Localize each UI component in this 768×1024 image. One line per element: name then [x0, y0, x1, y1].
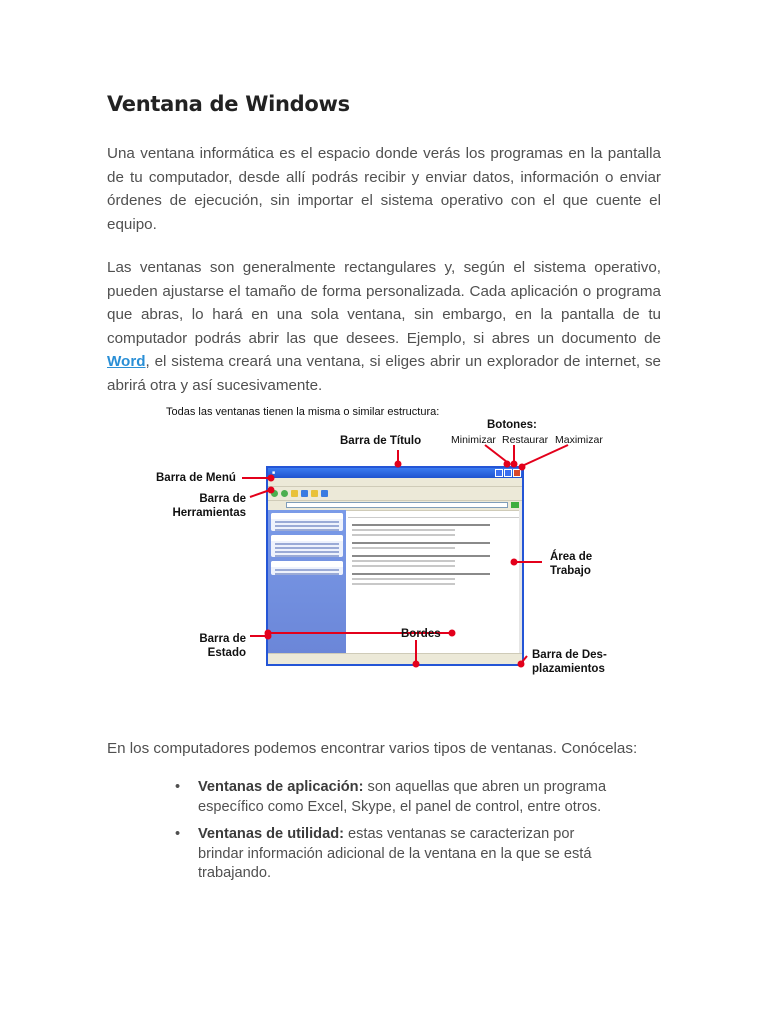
label-work-area-line2: Trabajo [550, 565, 591, 577]
pointer-toolbar [250, 490, 270, 497]
page-title: Ventana de Windows [107, 92, 350, 116]
window-types-list [175, 778, 615, 892]
label-toolbar-line1: Barra de [199, 493, 246, 505]
label-scrollbar-line1: Barra de Des- [532, 649, 607, 661]
bullet-icon: • [175, 779, 181, 795]
label-work-area-line1: Área de [550, 551, 593, 563]
label-title-bar: Barra de Título [340, 435, 422, 447]
bullet-icon: • [175, 826, 181, 842]
type-description: estas ventanas se caracterizan por brindar información adicional de la ventana en la que se está trabajando. [198, 826, 592, 881]
label-status-bar [150, 632, 246, 660]
label-restore: Restaurar [502, 434, 549, 446]
paragraph-windows [107, 256, 661, 398]
list-item [175, 778, 615, 817]
types-intro: En los computadores podemos encontrar varios tipos de ventanas. Conócelas: [107, 740, 638, 757]
paragraph-intro: Una ventana informática es el espacio donde verás los programas en la pantalla de tu computador, desde allí podrás recibir y enviar datos, información o enviar órdenes de ejecución, sin importar el sistema operativo con el que cuente el equipo. [107, 145, 661, 233]
type-description: son aquellas que abren un programa específico como Excel, Skype, el panel de control, entre otros. [198, 779, 607, 815]
label-toolbar [150, 492, 246, 520]
window-structure-figure [150, 400, 620, 690]
word-link[interactable]: Word [107, 353, 146, 371]
paragraph-windows-text-before: Las ventanas son generalmente rectangulares y, según el sistema operativo, pueden ajustarse el tamaño de forma personalizada. Cada aplicación o programa que abras, lo hará en una sola ventana, sin embargo, en la pantalla de tu computador podrás abrir las que desees. Ejemplo, si abres un documento de [107, 259, 661, 347]
label-borders: Bordes [401, 628, 441, 640]
label-status-line1: Barra de [199, 633, 246, 645]
paragraph-windows-text-after: , el sistema creará una ventana, si eliges abrir un explorador de internet, se abrirá otra y así sucesivamente. [107, 353, 661, 394]
label-status-line2: Estado [207, 647, 246, 659]
type-term: Ventanas de aplicación: [198, 779, 364, 795]
type-term: Ventanas de utilidad: [198, 826, 344, 842]
label-menu-bar: Barra de Menú [156, 472, 236, 484]
pointer-minimize [485, 445, 507, 462]
label-scrollbar [532, 648, 607, 676]
label-maximize: Maximizar [555, 434, 603, 446]
label-buttons: Botones: [487, 419, 537, 431]
label-scrollbar-line2: plazamientos [532, 663, 605, 675]
label-toolbar-line2: Herramientas [172, 507, 246, 519]
figure-caption: Todas las ventanas tienen la misma o similar estructura: [166, 406, 440, 418]
pointer-maximize [522, 445, 568, 466]
sample-window-icon: ■ [272, 470, 276, 476]
label-work-area [550, 550, 592, 578]
label-minimize: Minimizar [451, 434, 496, 446]
list-item [175, 825, 615, 884]
